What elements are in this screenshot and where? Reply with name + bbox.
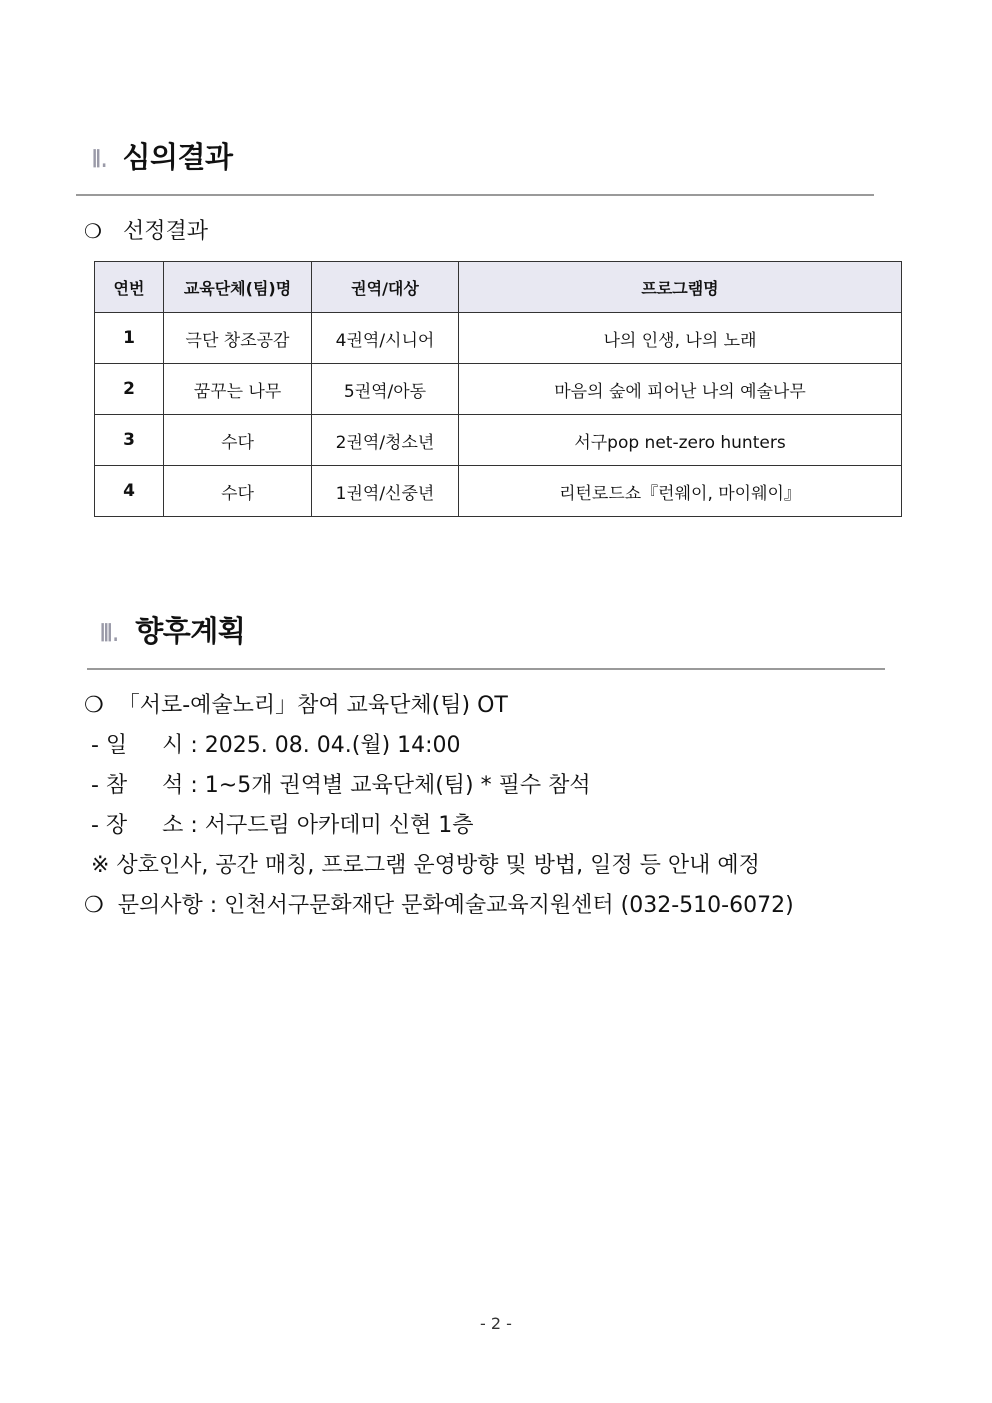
table-header-row	[95, 262, 902, 313]
table-row	[95, 415, 902, 466]
plan-note-line: ※ 상호인사, 공간 매칭, 프로그램 운영방향 및 방법, 일정 등 안내 예정	[84, 853, 760, 878]
row-no: 1	[95, 313, 164, 364]
table-row	[95, 466, 902, 517]
row-program: 나의 인생, 나의 노래	[459, 313, 902, 364]
row-team: 수다	[164, 466, 312, 517]
row-no: 3	[95, 415, 164, 466]
result-table	[94, 261, 902, 517]
plan-ot-line: ❍ 「서로-예술노리」참여 교육단체(팀) OT	[84, 693, 508, 718]
row-region: 1권역/신중년	[312, 466, 459, 517]
row-region: 5권역/아동	[312, 364, 459, 415]
section-2-title: 심의결과	[122, 140, 233, 174]
plan-date-line: - 일 시 : 2025. 08. 04.(월) 14:00	[84, 733, 461, 758]
circle-bullet-icon: ❍	[84, 219, 102, 243]
section-3-divider	[87, 668, 885, 670]
section-3-title: 향후계획	[135, 614, 246, 648]
row-no: 4	[95, 466, 164, 517]
selection-label	[84, 217, 208, 246]
row-team: 꿈꾸는 나무	[164, 364, 312, 415]
header-team: 교육단체(팀)명	[164, 262, 312, 313]
row-region: 4권역/시니어	[312, 313, 459, 364]
plan-attendance-line: - 참 석 : 1~5개 권역별 교육단체(팀) * 필수 참석	[84, 773, 591, 798]
row-no: 2	[95, 364, 164, 415]
row-region: 2권역/청소년	[312, 415, 459, 466]
page-number: - 2 -	[480, 1314, 512, 1333]
table-row	[95, 364, 902, 415]
row-team: 극단 창조공감	[164, 313, 312, 364]
table-row	[95, 313, 902, 364]
header-region: 권역/대상	[312, 262, 459, 313]
section-2-number: Ⅱ.	[92, 146, 108, 173]
section-2-heading	[92, 140, 233, 174]
section-2-divider	[76, 194, 874, 196]
row-program: 마음의 숲에 피어난 나의 예술나무	[459, 364, 902, 415]
row-program: 서구pop net-zero hunters	[459, 415, 902, 466]
plan-contact-line: ❍ 문의사항 : 인천서구문화재단 문화예술교육지원센터 (032-510-6072)	[84, 893, 794, 918]
section-3-number: Ⅲ.	[100, 620, 119, 647]
plan-location-line: - 장 소 : 서구드림 아카데미 신현 1층	[84, 813, 474, 838]
selection-label-text: 선정결과	[123, 219, 209, 244]
row-team: 수다	[164, 415, 312, 466]
header-program: 프로그램명	[459, 262, 902, 313]
row-program: 리턴로드쇼『런웨이, 마이웨이』	[459, 466, 902, 517]
header-no: 연번	[95, 262, 164, 313]
section-3-heading	[100, 614, 246, 648]
